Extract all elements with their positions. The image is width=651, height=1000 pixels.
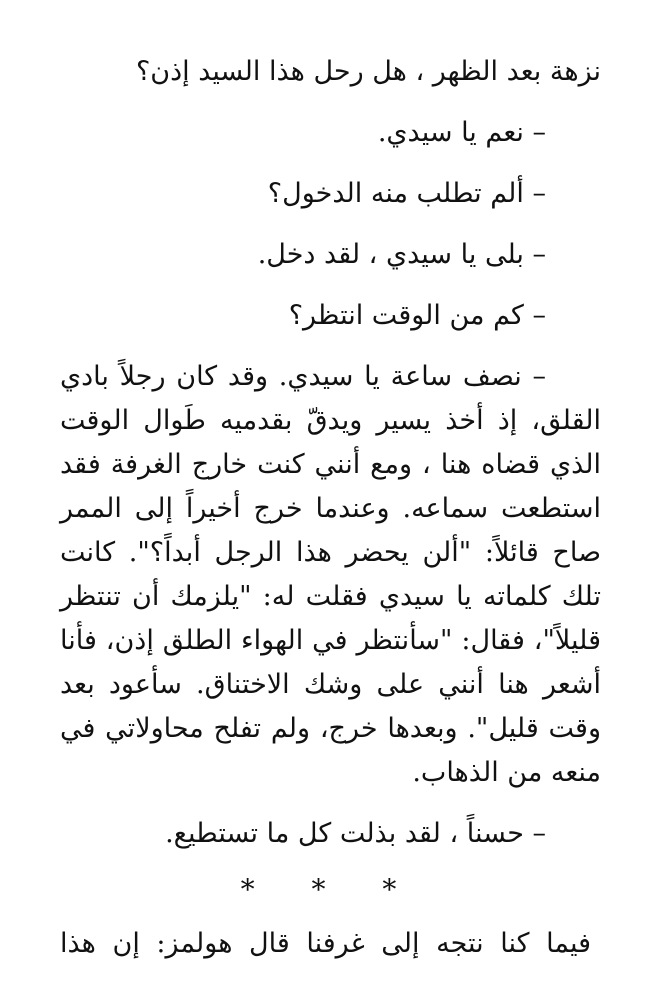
dialog-line-3: – بلى يا سيدي ، لقد دخل.	[257, 239, 546, 270]
paragraph-line: الذي قضاه هنا ، ومع أنني كنت خارج الغرفة فقد	[60, 449, 601, 480]
paragraph-line: – نصف ساعة يا سيدي. وقد كان رجلاً بادي	[60, 361, 546, 392]
dialog-line-5: – حسناً ، لقد بذلت كل ما تستطيع.	[165, 818, 546, 849]
section-separator: * * *	[240, 873, 421, 906]
dialog-line-1: – نعم يا سيدي.	[377, 117, 546, 148]
paragraph-line: قليلاً"، فقال: "سأنتظر في الهواء الطلق إذن، فأنا	[60, 625, 601, 656]
dialog-line-4: – كم من الوقت انتظر؟	[288, 300, 546, 331]
paragraph-line: وقت قليل". وبعدها خرج، ولم تفلح محاولاتي في	[60, 713, 601, 744]
paragraph-line: القلق، إذ أخذ يسير ويدقّ بقدميه طَوال الوقت	[60, 405, 601, 436]
long-paragraph	[60, 355, 601, 795]
closing-line: فيما كنا نتجه إلى غرفنا قال هولمز: إن هذا	[60, 928, 591, 959]
dialog-line-2: – ألم تطلب منه الدخول؟	[267, 178, 546, 209]
paragraph-line: منعه من الذهاب.	[412, 757, 601, 788]
opening-line: نزهة بعد الظهر ، هل رحل هذا السيد إذن؟	[135, 56, 601, 87]
paragraph-line: صاح قائلاً: "ألن يحضر هذا الرجل أبداً؟". كانت	[60, 537, 601, 568]
paragraph-line: استطعت سماعه. وعندما خرج أخيراً إلى الممر	[60, 493, 601, 524]
paragraph-line: أشعر هنا أنني على وشك الاختناق. سأعود بعد	[60, 669, 601, 700]
paragraph-line: تلك كلماته يا سيدي فقلت له: "يلزمك أن تنتظر	[60, 581, 601, 612]
